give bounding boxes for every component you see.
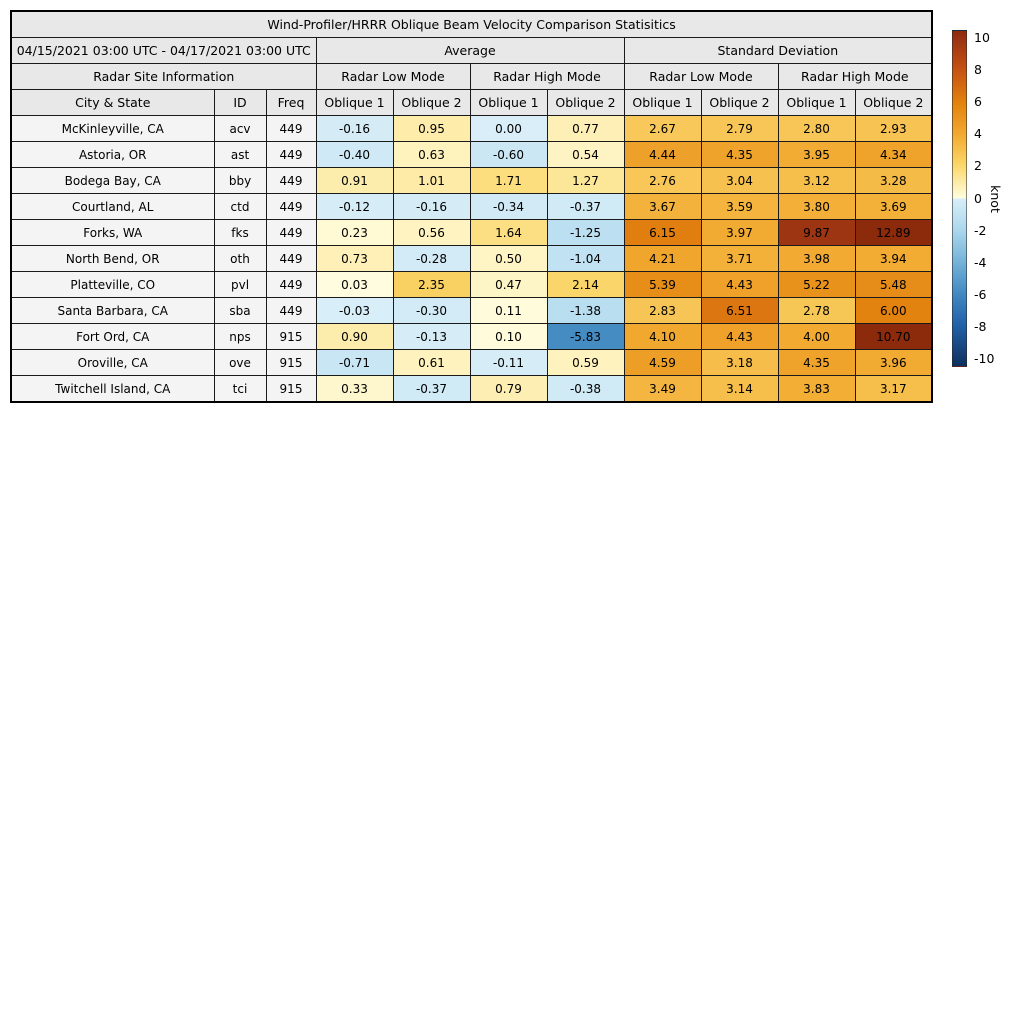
stat-cell: 0.00 [470,116,547,142]
stat-cell: 0.11 [470,298,547,324]
city-cell: Astoria, OR [11,142,214,168]
stat-cell: -0.16 [393,194,470,220]
stat-cell: 1.01 [393,168,470,194]
stat-cell: 5.48 [855,272,932,298]
stat-cell: -0.40 [316,142,393,168]
stat-cell: 2.93 [855,116,932,142]
stat-cell: 4.21 [624,246,701,272]
stat-cell: 0.95 [393,116,470,142]
city-cell: McKinleyville, CA [11,116,214,142]
stat-cell: 2.35 [393,272,470,298]
city-cell: Santa Barbara, CA [11,298,214,324]
stat-cell: 0.91 [316,168,393,194]
stat-cell: 3.17 [855,376,932,403]
stat-cell: 3.49 [624,376,701,403]
colorbar-tick-label: 6 [974,94,982,110]
stat-cell: 3.97 [701,220,778,246]
table-row [11,116,932,142]
stat-cell: 3.12 [778,168,855,194]
stat-cell: 2.83 [624,298,701,324]
colorbar-tick-label: 10 [974,30,990,46]
col-header-oblique: Oblique 2 [701,90,778,116]
city-cell: Fort Ord, CA [11,324,214,350]
freq-cell: 449 [266,246,316,272]
colorbar-gradient [952,30,967,367]
site-id-cell: tci [214,376,266,403]
stat-cell: 0.10 [470,324,547,350]
table-row [11,194,932,220]
mode-header-row [11,64,932,90]
title-row [11,11,932,38]
col-header-oblique: Oblique 2 [547,90,624,116]
table-row [11,142,932,168]
city-cell: Oroville, CA [11,350,214,376]
group-header-row [11,38,932,64]
time-range: 04/15/2021 03:00 UTC - 04/17/2021 03:00 UTC [11,38,316,64]
table-body [11,116,932,403]
table-row [11,272,932,298]
freq-cell: 449 [266,220,316,246]
stat-cell: 0.56 [393,220,470,246]
site-id-cell: nps [214,324,266,350]
stat-cell: 0.50 [470,246,547,272]
site-id-cell: acv [214,116,266,142]
freq-cell: 449 [266,298,316,324]
stat-cell: 0.33 [316,376,393,403]
colorbar-unit-label: knot [988,184,1003,213]
stat-cell: -1.25 [547,220,624,246]
table-row [11,324,932,350]
colorbar-tick-label: 0 [974,190,982,206]
stat-cell: 3.04 [701,168,778,194]
stat-cell: -0.16 [316,116,393,142]
stat-cell: 9.87 [778,220,855,246]
stat-cell: 2.78 [778,298,855,324]
stat-cell: 3.96 [855,350,932,376]
col-header-oblique: Oblique 1 [470,90,547,116]
stat-cell: 4.35 [778,350,855,376]
stat-cell: 3.71 [701,246,778,272]
city-cell: North Bend, OR [11,246,214,272]
table-title: Wind-Profiler/HRRR Oblique Beam Velocity Comparison Statisitics [11,11,932,38]
col-header-oblique: Oblique 1 [316,90,393,116]
site-info-header: Radar Site Information [11,64,316,90]
col-header-oblique: Oblique 2 [393,90,470,116]
colorbar-tick-label: -10 [974,350,995,366]
group-header-average: Average [316,38,624,64]
colorbar-tick-label: -2 [974,222,987,238]
col-header-oblique: Oblique 2 [855,90,932,116]
stat-cell: 0.73 [316,246,393,272]
stat-cell: -1.38 [547,298,624,324]
stat-cell: 3.67 [624,194,701,220]
stat-cell: 4.00 [778,324,855,350]
stat-cell: 4.35 [701,142,778,168]
colorbar-tick-label: 2 [974,158,982,174]
colorbar-tick-label: -4 [974,254,987,270]
table-row [11,376,932,403]
stat-cell: 5.22 [778,272,855,298]
stat-cell: 12.89 [855,220,932,246]
stat-cell: -0.12 [316,194,393,220]
col-header-freq: Freq [266,90,316,116]
stat-cell: 0.90 [316,324,393,350]
stat-cell: 3.95 [778,142,855,168]
colorbar-tick-label: -6 [974,286,987,302]
stat-cell: 0.03 [316,272,393,298]
stat-cell: 4.34 [855,142,932,168]
city-cell: Platteville, CO [11,272,214,298]
stat-cell: 6.51 [701,298,778,324]
stat-cell: 3.83 [778,376,855,403]
table-row [11,168,932,194]
site-id-cell: fks [214,220,266,246]
freq-cell: 449 [266,194,316,220]
stat-cell: 3.18 [701,350,778,376]
freq-cell: 449 [266,168,316,194]
statistics-table [10,10,933,403]
stat-cell: 0.63 [393,142,470,168]
table-row [11,298,932,324]
stat-cell: -0.13 [393,324,470,350]
stat-cell: 5.39 [624,272,701,298]
freq-cell: 449 [266,272,316,298]
stat-cell: 3.28 [855,168,932,194]
site-id-cell: pvl [214,272,266,298]
stat-cell: -0.71 [316,350,393,376]
stat-cell: -5.83 [547,324,624,350]
colorbar-tick-label: -8 [974,318,987,334]
col-header-city: City & State [11,90,214,116]
group-header-std: Standard Deviation [624,38,932,64]
freq-cell: 915 [266,324,316,350]
city-cell: Twitchell Island, CA [11,376,214,403]
stat-cell: 2.79 [701,116,778,142]
mode-header: Radar High Mode [778,64,932,90]
mode-header: Radar Low Mode [624,64,778,90]
city-cell: Forks, WA [11,220,214,246]
stat-cell: 0.79 [470,376,547,403]
freq-cell: 915 [266,350,316,376]
stat-cell: 1.64 [470,220,547,246]
stat-cell: 4.43 [701,272,778,298]
table-row [11,350,932,376]
freq-cell: 915 [266,376,316,403]
stat-cell: -0.11 [470,350,547,376]
stat-cell: 4.59 [624,350,701,376]
colorbar-tick-label: 4 [974,126,982,142]
freq-cell: 449 [266,142,316,168]
colorbar [952,30,1003,367]
col-header-oblique: Oblique 1 [778,90,855,116]
freq-cell: 449 [266,116,316,142]
stat-cell: 4.43 [701,324,778,350]
site-id-cell: bby [214,168,266,194]
stat-cell: 6.00 [855,298,932,324]
stat-cell: -0.28 [393,246,470,272]
stat-cell: 3.59 [701,194,778,220]
stat-cell: 1.27 [547,168,624,194]
mode-header: Radar High Mode [470,64,624,90]
stat-cell: 0.23 [316,220,393,246]
stat-cell: 3.69 [855,194,932,220]
site-id-cell: ast [214,142,266,168]
table-row [11,220,932,246]
stat-cell: 2.76 [624,168,701,194]
city-cell: Bodega Bay, CA [11,168,214,194]
stat-cell: 4.44 [624,142,701,168]
stat-cell: 0.54 [547,142,624,168]
stat-cell: 4.10 [624,324,701,350]
city-cell: Courtland, AL [11,194,214,220]
table-row [11,246,932,272]
stat-cell: -0.30 [393,298,470,324]
stat-cell: 10.70 [855,324,932,350]
colorbar-tick-label: 8 [974,62,982,78]
stat-cell: -0.38 [547,376,624,403]
mode-header: Radar Low Mode [316,64,470,90]
stat-cell: -0.34 [470,194,547,220]
stat-cell: 0.77 [547,116,624,142]
stat-cell: -0.03 [316,298,393,324]
stat-cell: 0.47 [470,272,547,298]
site-id-cell: sba [214,298,266,324]
col-header-oblique: Oblique 1 [624,90,701,116]
stat-cell: 6.15 [624,220,701,246]
stat-cell: 3.98 [778,246,855,272]
stat-cell: 3.14 [701,376,778,403]
site-id-cell: ctd [214,194,266,220]
stat-cell: 0.59 [547,350,624,376]
col-header-id: ID [214,90,266,116]
site-id-cell: ove [214,350,266,376]
stat-cell: 2.14 [547,272,624,298]
stat-cell: 3.94 [855,246,932,272]
stat-cell: -1.04 [547,246,624,272]
stat-cell: -0.37 [393,376,470,403]
stat-cell: -0.60 [470,142,547,168]
stat-cell: -0.37 [547,194,624,220]
stat-cell: 1.71 [470,168,547,194]
site-id-cell: oth [214,246,266,272]
column-header-row [11,90,932,116]
stat-cell: 2.80 [778,116,855,142]
stat-cell: 0.61 [393,350,470,376]
stat-cell: 2.67 [624,116,701,142]
stat-cell: 3.80 [778,194,855,220]
